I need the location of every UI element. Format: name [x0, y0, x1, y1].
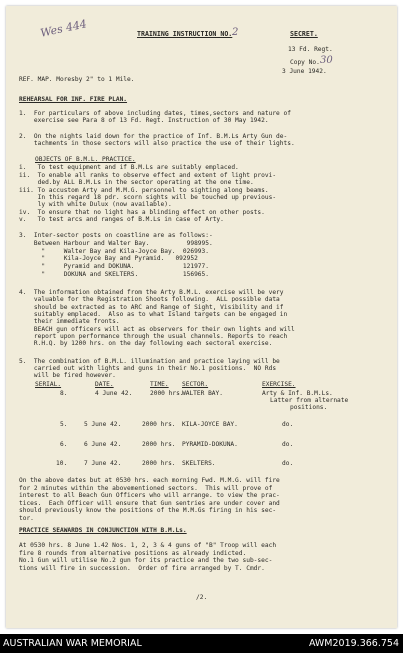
paragraph-4-line: report upon performance through the usual channels. Reports to reach: [19, 333, 288, 340]
coastline-post: " Kila-Joyce Bay and Pyramid. 092952: [19, 255, 198, 262]
practice-line: fire 8 rounds from alternative positions as already indicted.: [19, 550, 247, 557]
object-line: ii. To enable all ranks to observe effect and extent of light provi-: [19, 172, 277, 179]
paragraph-5-line: will be fired however.: [19, 372, 116, 379]
schedule-time: 2000 hrs.: [150, 390, 184, 397]
paragraph-4-line: valuable for the Registration Shoots following. ALL possible data: [19, 296, 280, 303]
column-header-serial: SERIAL.: [35, 381, 62, 388]
column-header-sector: SECTOR.: [182, 381, 209, 388]
schedule-date: 5 June 42.: [84, 421, 122, 428]
schedule-date: 7 June 42.: [84, 460, 122, 467]
object-line: ded.by ALL B.M.Ls in the sector operating at the one time.: [19, 179, 254, 186]
column-header-time: TIME.: [150, 381, 169, 388]
schedule-sector: SKELTERS.: [182, 460, 216, 467]
above-dates-line: tor.: [19, 515, 34, 522]
schedule-exercise: Arty & Inf. B.M.Ls.: [262, 390, 333, 397]
above-dates-line: On the above dates but at 0530 hrs. each morning Fwd. M.M.G. will fire: [19, 477, 280, 484]
classification: SECRET.: [290, 30, 318, 38]
map-reference: REF. MAP. Moresby 2" to 1 Mile.: [19, 76, 135, 83]
paragraph-3-line: 3. Inter-sector posts on coastline are as follows:-: [19, 232, 213, 239]
schedule-exercise: do.: [282, 421, 294, 428]
handwritten-note: Wes 444: [39, 17, 88, 40]
paragraph-4-line: their immediate fronts.: [19, 318, 120, 325]
schedule-time: 2000 hrs.: [142, 441, 176, 448]
copy-number: 30: [320, 55, 333, 66]
schedule-exercise: positions.: [290, 404, 328, 411]
archive-accession-number: AWM2019.366.754: [308, 638, 399, 649]
above-dates-line: for 2 minutes within the abovementioned sectors. This will prove of: [19, 485, 273, 492]
schedule-serial: 10.: [56, 460, 68, 467]
coastline-post: Between Harbour and Walter Bay. 998995.: [19, 240, 213, 247]
paragraph-4-line: should be extracted as to ARC and Range of Sight, Visibility and if: [19, 304, 284, 311]
paragraph-1-line: exercise see Para 8 of 13 Fd. Regt. Instruction of 30 May 1942.: [19, 117, 269, 124]
above-dates-line: should previously know the positions of the M.M.Gs firing in his sec-: [19, 507, 277, 514]
paragraph-1-line: 1. For particulars of above including dates, times,sectors and nature of: [19, 110, 291, 117]
schedule-date: 6 June 42.: [84, 441, 122, 448]
schedule-time: 2000 hrs.: [142, 460, 176, 467]
schedule-sector: KILA-JOYCE BAY.: [182, 421, 238, 428]
coastline-post: " DOKUNA and SKELTERS. 156965.: [19, 271, 209, 278]
schedule-exercise: do.: [282, 441, 294, 448]
copy-label: Copy No.: [290, 59, 320, 66]
objects-heading: OBJECTS OF B.M.L. PRACTICE.: [35, 156, 136, 163]
object-line: i. To test equipment and if B.M.Ls are suitably emplaced.: [19, 164, 239, 171]
paragraph-5-line: 5. The combination of B.M.L. illumination and practice laying will be: [19, 358, 280, 365]
practice-line: tions will fire in succession. Order of fire arranged by T. Cmdr.: [19, 565, 265, 572]
document-date: 3 June 1942.: [282, 68, 327, 75]
schedule-sector: WALTER BAY.: [182, 390, 223, 397]
object-line: In this regard 18 pdr. scorn sights will be touched up previous-: [19, 194, 277, 201]
schedule-exercise: Latter from alternate: [270, 397, 349, 404]
schedule-serial: 8.: [60, 390, 68, 397]
instruction-number: 2: [232, 27, 239, 38]
paragraph-4-line: 4. The information obtained from the Arty B.M.L. exercise will be very: [19, 289, 284, 296]
paragraph-2-line: 2. On the nights laid down for the practice of Inf. B.M.Ls Arty Gun de-: [19, 133, 288, 140]
schedule-exercise: do.: [282, 460, 294, 467]
column-header-exercise: EXERCISE.: [262, 381, 296, 388]
coastline-post: " Pyramid and DOKUNA. 121977.: [19, 263, 209, 270]
coastline-post: " Walter Bay and Kila-Joyce Bay. 026993.: [19, 248, 209, 255]
page-marker: /2.: [196, 594, 208, 601]
column-header-date: DATE.: [95, 381, 114, 388]
above-dates-line: tices. Each Officer will ensure that Gun sentries are under cover and: [19, 500, 280, 507]
schedule-serial: 6.: [60, 441, 68, 448]
practice-line: No.1 Gun will utilise No.2 gun for its practice and the two sub-sec-: [19, 557, 273, 564]
object-line: ly with white Dulux (now available).: [19, 201, 172, 208]
paragraph-2-line: tachments in those sectors will also practice the use of their lights.: [19, 140, 295, 147]
document-title: TRAINING INSTRUCTION NO.: [137, 30, 233, 38]
object-line: v. To test arcs and ranges of B.M.Ls in case of Arty.: [19, 216, 224, 223]
practice-heading: PRACTICE SEAWARDS IN CONJUNCTION WITH B.M.Ls.: [19, 527, 187, 534]
object-line: iv. To ensure that no light has a blinding effect on other posts.: [19, 209, 265, 216]
archive-footer: [0, 634, 403, 653]
paragraph-4-line: BEACH gun officers will act as observers for their own lights and will: [19, 326, 295, 333]
archive-name: AUSTRALIAN WAR MEMORIAL: [3, 638, 142, 649]
paragraph-5-line: carried out with lights and guns in their No.1 positions. NO Rds: [19, 365, 277, 372]
schedule-sector: PYRAMID-DOKUNA.: [182, 441, 238, 448]
paragraph-4-line: suitably emplaced. Also as to what Island targets can be engaged in: [19, 311, 288, 318]
unit: 13 Fd. Regt.: [288, 46, 333, 53]
above-dates-line: interest to all Beach Gun Officers who will arrange. to view the prac-: [19, 492, 280, 499]
paragraph-4-line: R.H.Q. by 1200 hrs. on the day following each sectoral exercise.: [19, 340, 273, 347]
schedule-serial: 5.: [60, 421, 68, 428]
object-line: iii. To accustom Arty and M.M.G. personnel to sighting along beams.: [19, 187, 269, 194]
schedule-date: 4 June 42.: [95, 390, 133, 397]
section-heading: REHEARSAL FOR INF. FIRE PLAN.: [19, 96, 128, 103]
practice-line: At 0530 hrs. 8 June 1.42 Nos. 1, 2, 3 & 4 guns of "B" Troop will each: [19, 542, 277, 549]
schedule-time: 2000 hrs.: [142, 421, 176, 428]
